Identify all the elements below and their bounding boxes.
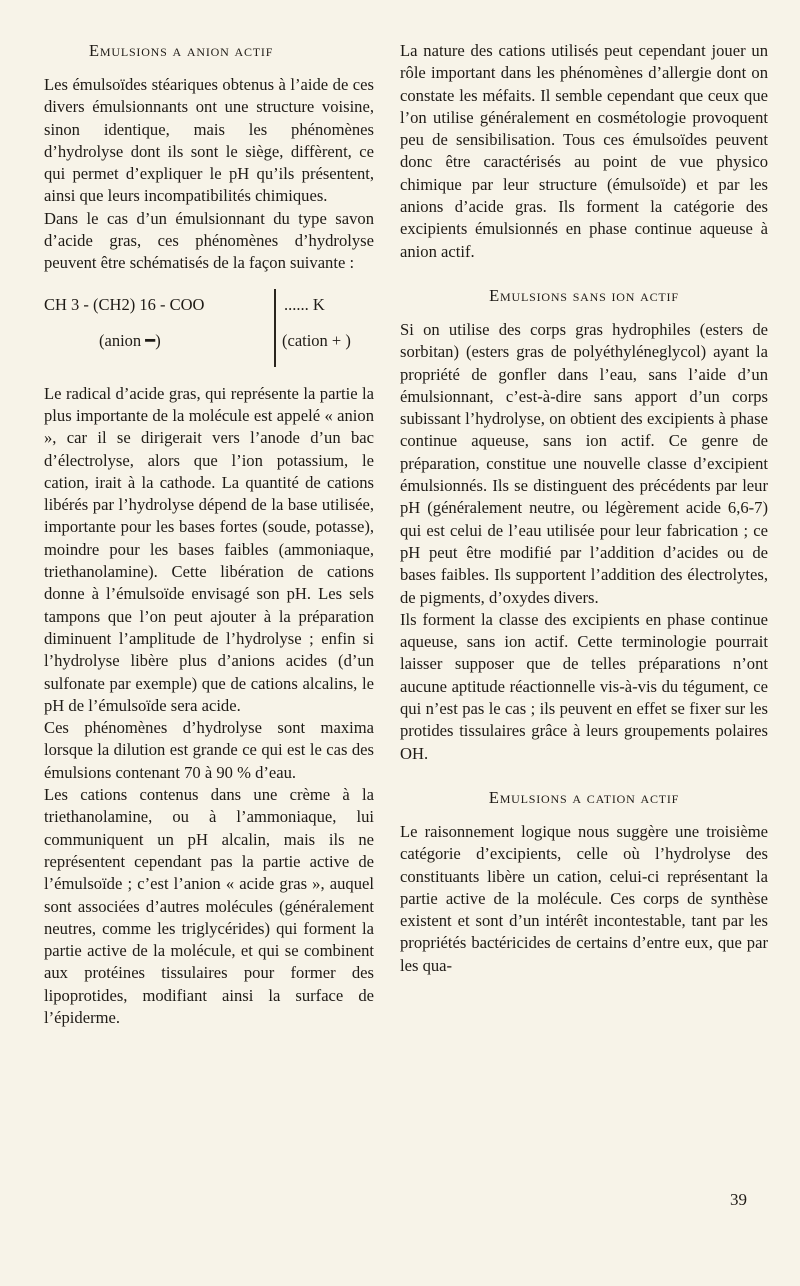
paragraph: Les cations contenus dans une crème à la triethanolamine, ou à l’ammoniaque, lui communiquent un pH alcalin, mais ils ne représentent cependant pas la partie active de l’émulsoïde ; c’est l’anion « acide gras », auquel sont associées d’autres molécules (généralement neutres, comme les triglycérides) qui forment la partie active de la molécule, et qui se combinent aux protéines tissulaires pour former des lipoprotides, modifiant ainsi la surface de l’épiderme. [44,785,374,1027]
paragraph: Les émulsoïdes stéariques obtenus à l’aide de ces divers émulsionnants ont une structure voisine, sinon identique, mais les phénomènes d’hydrolyse dont ils sont le siège, diffèrent, ce qui permet d’expliquer le pH qu’ils présentent, ainsi que leurs incompatibilités chimiques. [44,75,374,206]
section-heading-no-ion: Emulsions sans ion actif [489,285,679,305]
hydrolysis-formula [44,289,374,371]
formula-cation-structure: ...... K [284,294,325,314]
paragraph: Dans le cas d’un émulsionnant du type savon d’acide gras, ces phénomènes d’hydrolyse peuvent être schématisés de la façon suivante : [44,208,374,273]
left-column [44,40,374,1029]
formula-anion-structure: CH 3 - (CH2) 16 - COO [44,294,205,314]
section-heading-cation: Emulsions a cation actif [488,787,680,807]
formula-anion-label: (anion ━) [99,330,161,350]
formula-cation-label: (cation + ) [282,330,351,350]
page-number: 39 [730,1190,747,1209]
formula-divider [274,289,276,367]
paragraph: Ces phénomènes d’hydrolyse sont maxima lorsque la dilution est grande ce qui est le cas des émulsions contenant 70 à 90 % d’eau. [44,718,374,782]
paragraph: Ils forment la classe des excipients en phase continue aqueuse, sans ion actif. Cette terminologie pourrait laisser supposer que de telles préparations n’ont aucune aptitude réactionnelle vis-à-vis du tégument, ce qui n’est pas le cas ; ils peuvent en effet se fixer sur les protides tissulaires grâce à leurs groupements polaires OH. [400,609,768,763]
paragraph: Si on utilise des corps gras hydrophiles (esters de sorbitan) (esters gras de polyéthyléneglycol) ayant la propriété de gonfler dans l’eau, sans l’aide d’un émulsionnant, c’est-à-dire sans apport d’un corps subissant l’hydrolyse, on obtient des excipients à phase continue aqueuse, sans ion actif. Ce genre de préparation, constitue une nouvelle classe d’excipient émulsionnés. Ils se distinguent des précédents par leur pH (généralement neutre, ou légèrement acide 6,6-7) qui est celui de l’eau utilisée pour leur fabrication ; ce pH peut être modifié par l’addition d’acides ou de bases faibles. Ils supportent l’addition des électrolytes, de pigments, d’oxydes divers. [400,319,768,607]
paragraph: Le raisonnement logique nous suggère une troisième catégorie d’excipients, celle où l’hydrolyse des constituants libère un cation, celui-ci représentant la partie active de la molécule. Ces corps de synthèse existent et sont d’un intérêt incontestable, tant par les propriétés bactéricides de certains d’entre eux, que par les qua- [400,821,768,975]
paragraph: La nature des cations utilisés peut cependant jouer un rôle important dans les phénomènes d’allergie dont on constate les méfaits. Il semble cependant que ceux que l’on utilise généralement en cosmétologie provoquent peu de sensibilisation. Tous ces émulsoïdes peuvent donc être caractérisés au point de vue physico chimique par leur structure (émulsoïde) et par les anions d’acide gras. Ils forment la catégorie des excipients émulsionnés en phase continue aqueuse à anion actif. [400,41,768,261]
section-heading-anion: Emulsions a anion actif [89,41,274,60]
paragraph: Le radical d’acide gras, qui représente la partie la plus importante de la molécule est appelé « anion », car il se dirigerait vers l’anode d’un bac d’électrolyse, alors que l’ion potassium, le cation, irait à la cathode. La quantité de cations libérés par l’hydrolyse dépend de la base utilisée, importante pour les bases fortes (soude, potasse), moindre pour les bases faibles (ammoniaque, triethanolamine). Cette libération de cations donne à l’émulsoïde envisagé son pH. Les sels tampons que l’on peut ajouter à la préparation diminuent l’amplitude de l’hydrolyse ; enfin si l’hydrolyse libère plus d’anions acides (d’un sulfonate par exemple) que de cations alcalins, le pH de l’émulsoïde sera acide. [44,383,374,715]
right-column [400,40,768,977]
